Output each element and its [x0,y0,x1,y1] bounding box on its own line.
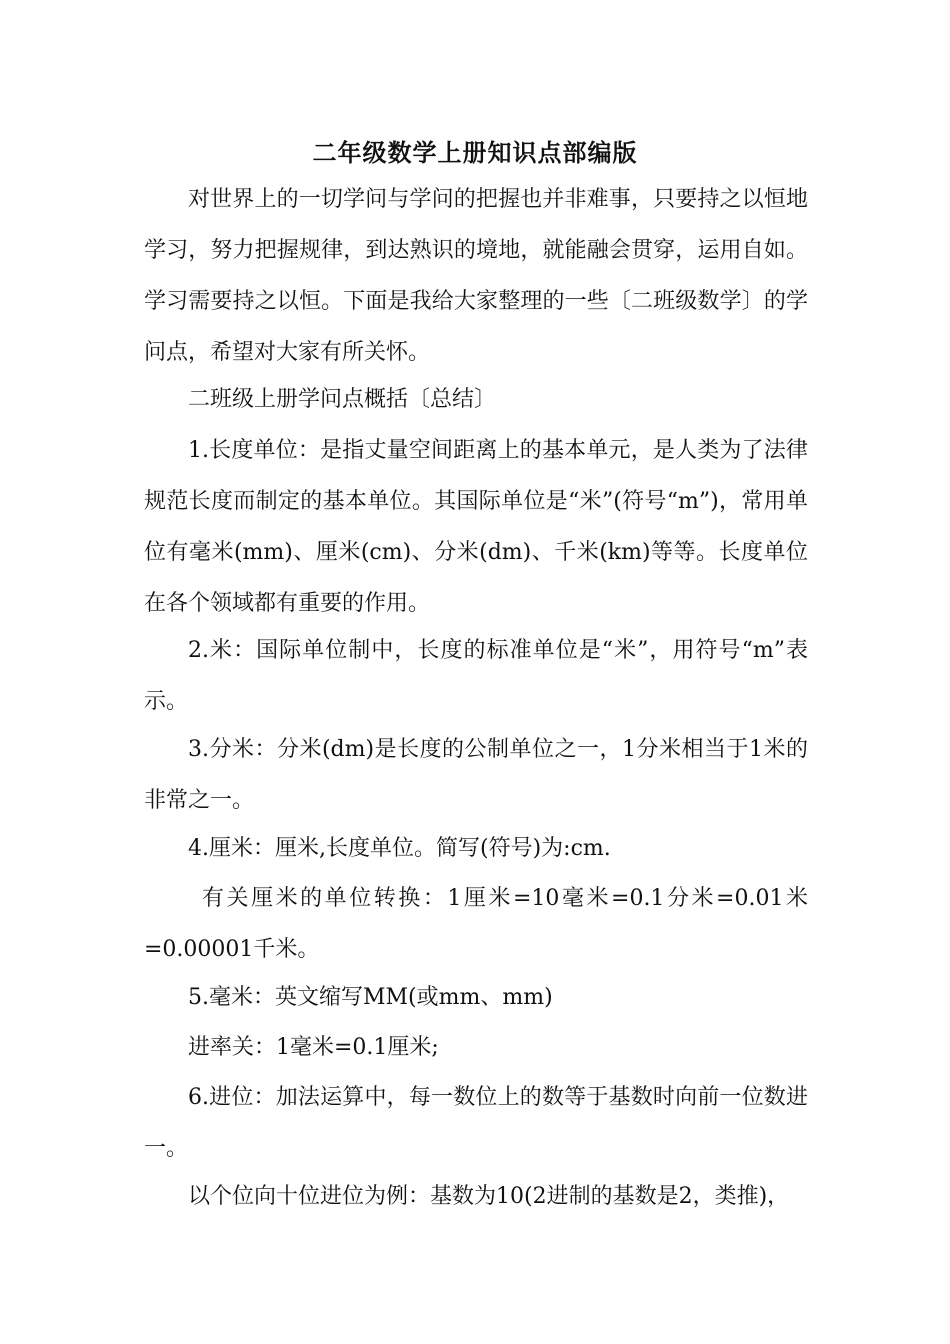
intro-paragraph: 对世界上的一切学问与学问的把握也并非难事，只要持之以恒地学习，努力把握规律，到达熟识的境地，就能融会贯穿，运用自如。学习需要持之以恒。下面是我给大家整理的一些〔二班级数学〕的学问点，希望对大家有所关怀。 [144,187,808,365]
document-title: 二年级数学上册知识点部编版 [312,139,638,167]
item-centimeter: 4.厘米：厘米,长度单位。简写(符号)为:cm. [188,836,611,861]
item-millimeter: 5.毫米：英文缩写MM(或mm、mm) [188,985,553,1010]
summary-heading: 二班级上册学问点概括〔总结〕 [188,387,497,412]
centimeter-conversion: 有关厘米的单位转换：1厘米=10毫米=0.1分米=0.01米=0.00001千米。 [144,886,808,962]
item-meter: 2.米：国际单位制中，长度的标准单位是“米”，用符号“m”表示。 [144,638,808,714]
item-carry: 6.进位：加法运算中，每一数位上的数等于基数时向前一位数进一。 [144,1085,808,1161]
millimeter-rate: 进率关：1毫米=0.1厘米; [188,1035,439,1060]
carry-example: 以个位向十位进位为例：基数为10(2进制的基数是2，类推)， [188,1184,790,1209]
item-length-unit: 1.长度单位：是指丈量空间距离上的基本单元，是人类为了法律规范长度而制定的基本单位。其国际单位是“米”(符号“m”)，常用单位有毫米(mm)、厘米(cm)、分米(dm)、千米(km)等等。长度单位在各个领域都有重要的作用。 [144,438,808,616]
item-decimeter: 3.分米：分米(dm)是长度的公制单位之一，1分米相当于1米的非常之一。 [144,737,808,813]
